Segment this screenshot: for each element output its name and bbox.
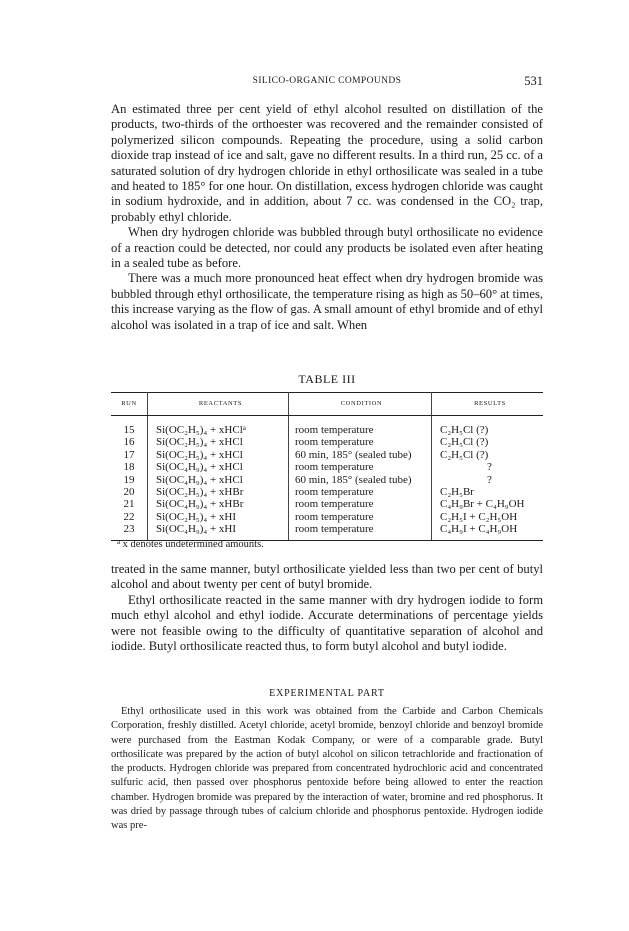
cell-reactants — [148, 523, 289, 540]
cell-result: C₄H₉Br + C₄H₉OH — [440, 498, 525, 511]
cell-run: 21 — [111, 498, 148, 510]
reactants-text: Si(OC₂H₅)₄ + xHCl — [156, 436, 243, 449]
cell-reactants — [148, 486, 289, 498]
table-row — [111, 523, 543, 540]
cell-run: 22 — [111, 511, 148, 523]
cell-result: C₂H₅I + C₂H₅OH — [440, 510, 518, 523]
footnote-text: x denotes undetermined amounts. — [122, 539, 264, 550]
table-row — [111, 486, 543, 498]
paragraph: treated in the same manner, butyl orthosilicate yielded less than two per cent of butyl alcohol and about twenty per cent of butyl bromide. — [111, 562, 543, 592]
body-text-middle — [111, 562, 543, 654]
reactants-text: Si(OC₄H₉)₄ + xHCl — [156, 473, 243, 486]
header-condition: CONDITION — [289, 393, 432, 416]
cell-result: C₄H₉I + C₄H₉OH — [432, 523, 544, 540]
reactants-text: Si(OC₂H₅)₄ + xHI — [156, 510, 237, 523]
cell-condition: room temperature — [289, 511, 432, 523]
cell-run: 19 — [111, 474, 148, 486]
header-run: RUN — [111, 393, 148, 416]
paragraph: When dry hydrogen chloride was bubbled through butyl orthosilicate no evidence of a reaction could be detected, nor could any products be isolated even after heating in a sealed tube as before. — [111, 225, 543, 271]
running-header — [111, 76, 543, 90]
cell-run: 20 — [111, 486, 148, 498]
cell-condition: room temperature — [289, 486, 432, 498]
cell-result: C₂H₅Cl (?) — [440, 448, 489, 461]
cell-condition: room temperature — [289, 523, 432, 540]
cell-result: ? — [487, 473, 492, 486]
section-heading: EXPERIMENTAL PART — [269, 688, 385, 699]
cell-condition: room temperature — [289, 461, 432, 473]
reactants-text: Si(OC₄H₉)₄ + xHCl — [156, 461, 243, 474]
header-results: RESULTS — [432, 393, 544, 416]
footnote-mark: a — [117, 538, 121, 546]
cell-condition: 60 min, 185° (sealed tube) — [289, 449, 432, 461]
cell-condition: 60 min, 185° (sealed tube) — [289, 474, 432, 486]
paragraph: An estimated three per cent yield of ethyl alcohol resulted on distillation of the products, two-thirds of the orthoester was recovered and the remainder consisted of polymerized silicon compounds. Repeating the procedure, using a solid carbon dioxide trap instead of ice and salt, gave no different results. In a third run, 25 cc. of a saturated solution of dry hydrogen chloride in ethyl orthosilicate was sealed in a tube and heated to 185° for one hour. On distillation, excess hydrogen chloride was caught in sodium hydroxide, and in addition, about 7 cc. was condensed in the CO₂ trap, probably ethyl chloride. — [111, 102, 544, 224]
cell-result: C₂H₅Br — [440, 486, 474, 499]
cell-run: 15 — [111, 416, 148, 437]
paragraph: Ethyl orthosilicate used in this work was obtained from the Carbide and Carbon Chemicals Corporation, freshly distilled. Acetyl chloride, acetyl bromide, benzoyl chloride and benzoyl bromide were purchased from the Eastman Kodak Company, or were of a comparable grade. Butyl orthosilicate was prepared by the action of butyl alcohol on silicon tetrachloride and fractionation of the products. Hydrogen chloride was prepared from concentrated hydrochloric acid and concentrated sulfuric acid, then passed over phosphorus pentoxide before being allowed to enter the reaction chamber. Hydrogen bromide was prepared by the interaction of water, bromine and red phosphorus. It was dried by passage through tubes of calcium chloride and phosphorus pentoxide. Hydrogen iodide was pre- — [111, 706, 543, 832]
reactants-text: Si(OC₂H₅)₄ + xHBr — [156, 486, 244, 499]
table-row — [111, 449, 543, 461]
results-table — [111, 392, 543, 541]
cell-run: 16 — [111, 436, 148, 448]
cell-condition: room temperature — [289, 436, 432, 448]
reactants-text: Si(OC₄H₉)₄ + xHBr — [156, 498, 244, 511]
cell-reactants — [148, 449, 289, 461]
running-title: SILICO-ORGANIC COMPOUNDS — [252, 76, 402, 86]
cell-reactants — [148, 416, 289, 437]
paragraph: Ethyl orthosilicate reacted in the same manner with dry hydrogen iodide to form much ethyl alcohol and ethyl iodide. Accurate determinations of percentage yields were not feasible owing to the difficulty of quantitative separation of alcohol and iodide. Butyl orthosilicate reacted thus, to form butyl alcohol and butyl iodide. — [111, 592, 543, 654]
cell-result: C₂H₅Cl (?) — [440, 424, 489, 436]
table-title: TABLE III — [298, 372, 356, 386]
table-row — [111, 474, 543, 486]
page-number: 531 — [524, 74, 543, 88]
cell-run: 17 — [111, 449, 148, 461]
cell-run: 18 — [111, 461, 148, 473]
table-row — [111, 436, 543, 448]
header-reactants: REACTANTS — [148, 393, 289, 416]
body-text-top — [111, 102, 543, 333]
table-row — [111, 511, 543, 523]
cell-condition: room temperature — [289, 498, 432, 510]
table-row — [111, 461, 543, 473]
reactants-text: Si(OC₂H₅)₄ + xHCl — [156, 448, 243, 461]
cell-result: C₂H₅Cl (?) — [440, 436, 489, 449]
experimental-text — [111, 705, 543, 834]
cell-reactants — [148, 461, 289, 473]
cell-reactants — [148, 498, 289, 510]
cell-reactants — [148, 511, 289, 523]
table-row — [111, 416, 543, 437]
cell-condition: room temperature — [289, 416, 432, 437]
cell-reactants — [148, 474, 289, 486]
cell-reactants — [148, 436, 289, 448]
footnote-ref: a — [242, 423, 246, 432]
table-header-row — [111, 393, 543, 416]
cell-run: 23 — [111, 523, 148, 540]
table-row — [111, 498, 543, 510]
reactants-text: Si(OC₂H₅)₄ + xHCl — [156, 424, 243, 436]
table-footnote — [117, 539, 264, 550]
reactants-text: Si(OC₄H₉)₄ + xHI — [156, 523, 237, 536]
paragraph: There was a much more pronounced heat effect when dry hydrogen bromide was bubbled through ethyl orthosilicate, the temperature rising as high as 50–60° at times, this increase varying as the flow of gas. A small amount of ethyl bromide and of ethyl alcohol was isolated in a trap of ice and salt. When — [111, 271, 543, 332]
cell-result: ? — [487, 461, 492, 474]
